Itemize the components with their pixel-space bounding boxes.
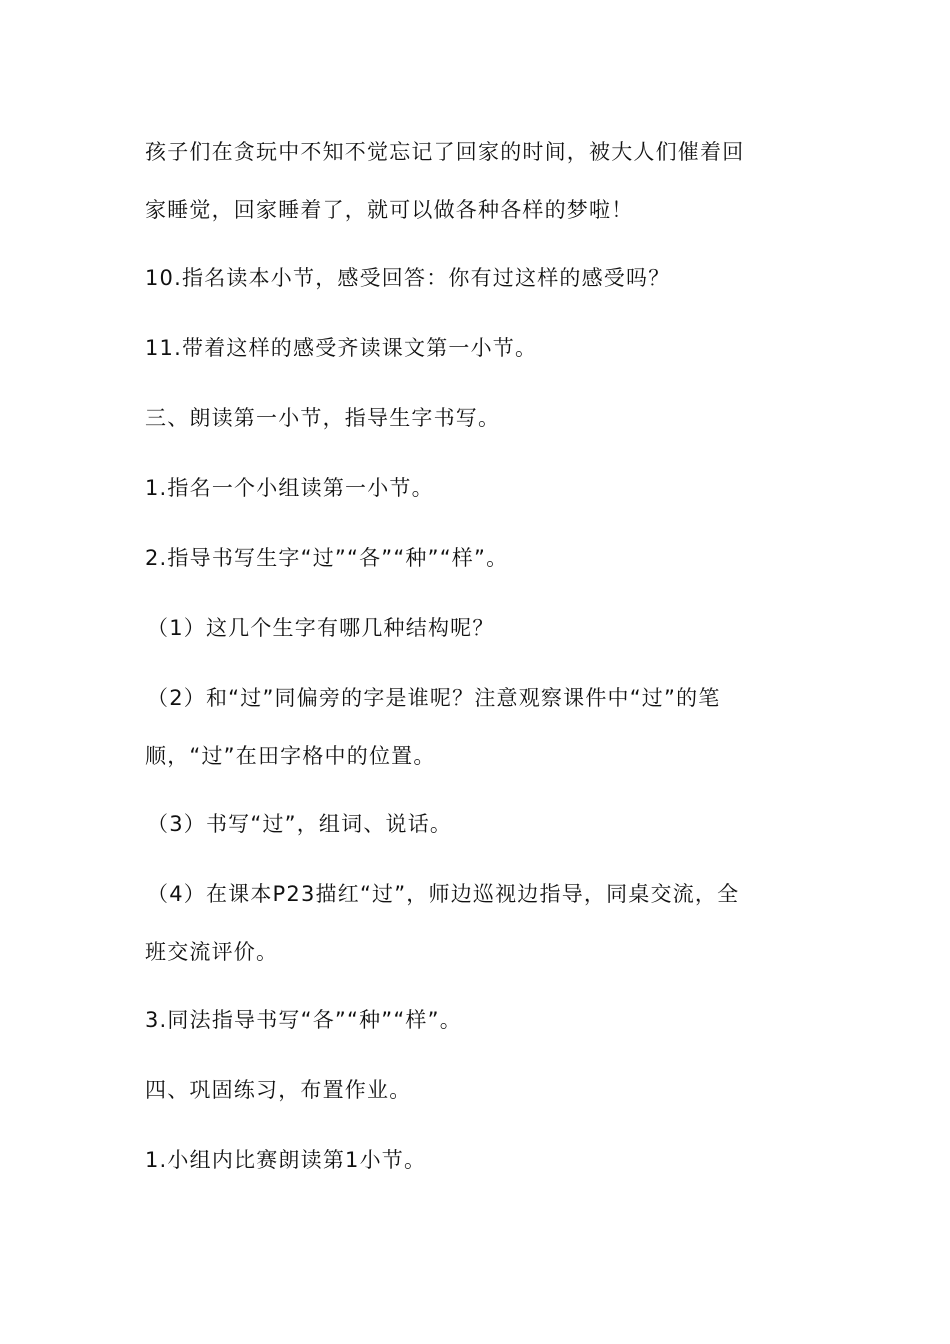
step-11: 11.带着这样的感受齐读课文第一小节。 (145, 336, 538, 360)
paragraph-line: 家睡觉，回家睡着了，就可以做各种各样的梦啦！ (145, 198, 634, 222)
step-10: 10.指名读本小节，感受回答：你有过这样的感受吗？ (145, 266, 671, 290)
substep-2: （2）和“过”同偏旁的字是谁呢？注意观察课件中“过”的笔 (147, 686, 721, 710)
step-1-practice: 1.小组内比赛朗读第1小节。 (145, 1148, 427, 1172)
substep-1: （1）这几个生字有哪几种结构呢？ (147, 616, 495, 640)
step-3: 3.同法指导书写“各”“种”“样”。 (145, 1008, 462, 1032)
substep-4: （4）在课本P23描红“过”，师边巡视边指导，同桌交流，全 (147, 882, 740, 906)
substep-4-continued: 班交流评价。 (145, 940, 279, 964)
substep-3: （3）书写“过”，组词、说话。 (147, 812, 453, 836)
section-heading-3: 三、朗读第一小节，指导生字书写。 (145, 406, 501, 430)
section-heading-4: 四、巩固练习，布置作业。 (145, 1078, 412, 1102)
substep-2-continued: 顺，“过”在田字格中的位置。 (145, 744, 436, 768)
step-1: 1.指名一个小组读第一小节。 (145, 476, 434, 500)
step-2: 2.指导书写生字“过”“各”“种”“样”。 (145, 546, 509, 570)
paragraph-line: 孩子们在贪玩中不知不觉忘记了回家的时间，被大人们催着回 (145, 140, 745, 164)
